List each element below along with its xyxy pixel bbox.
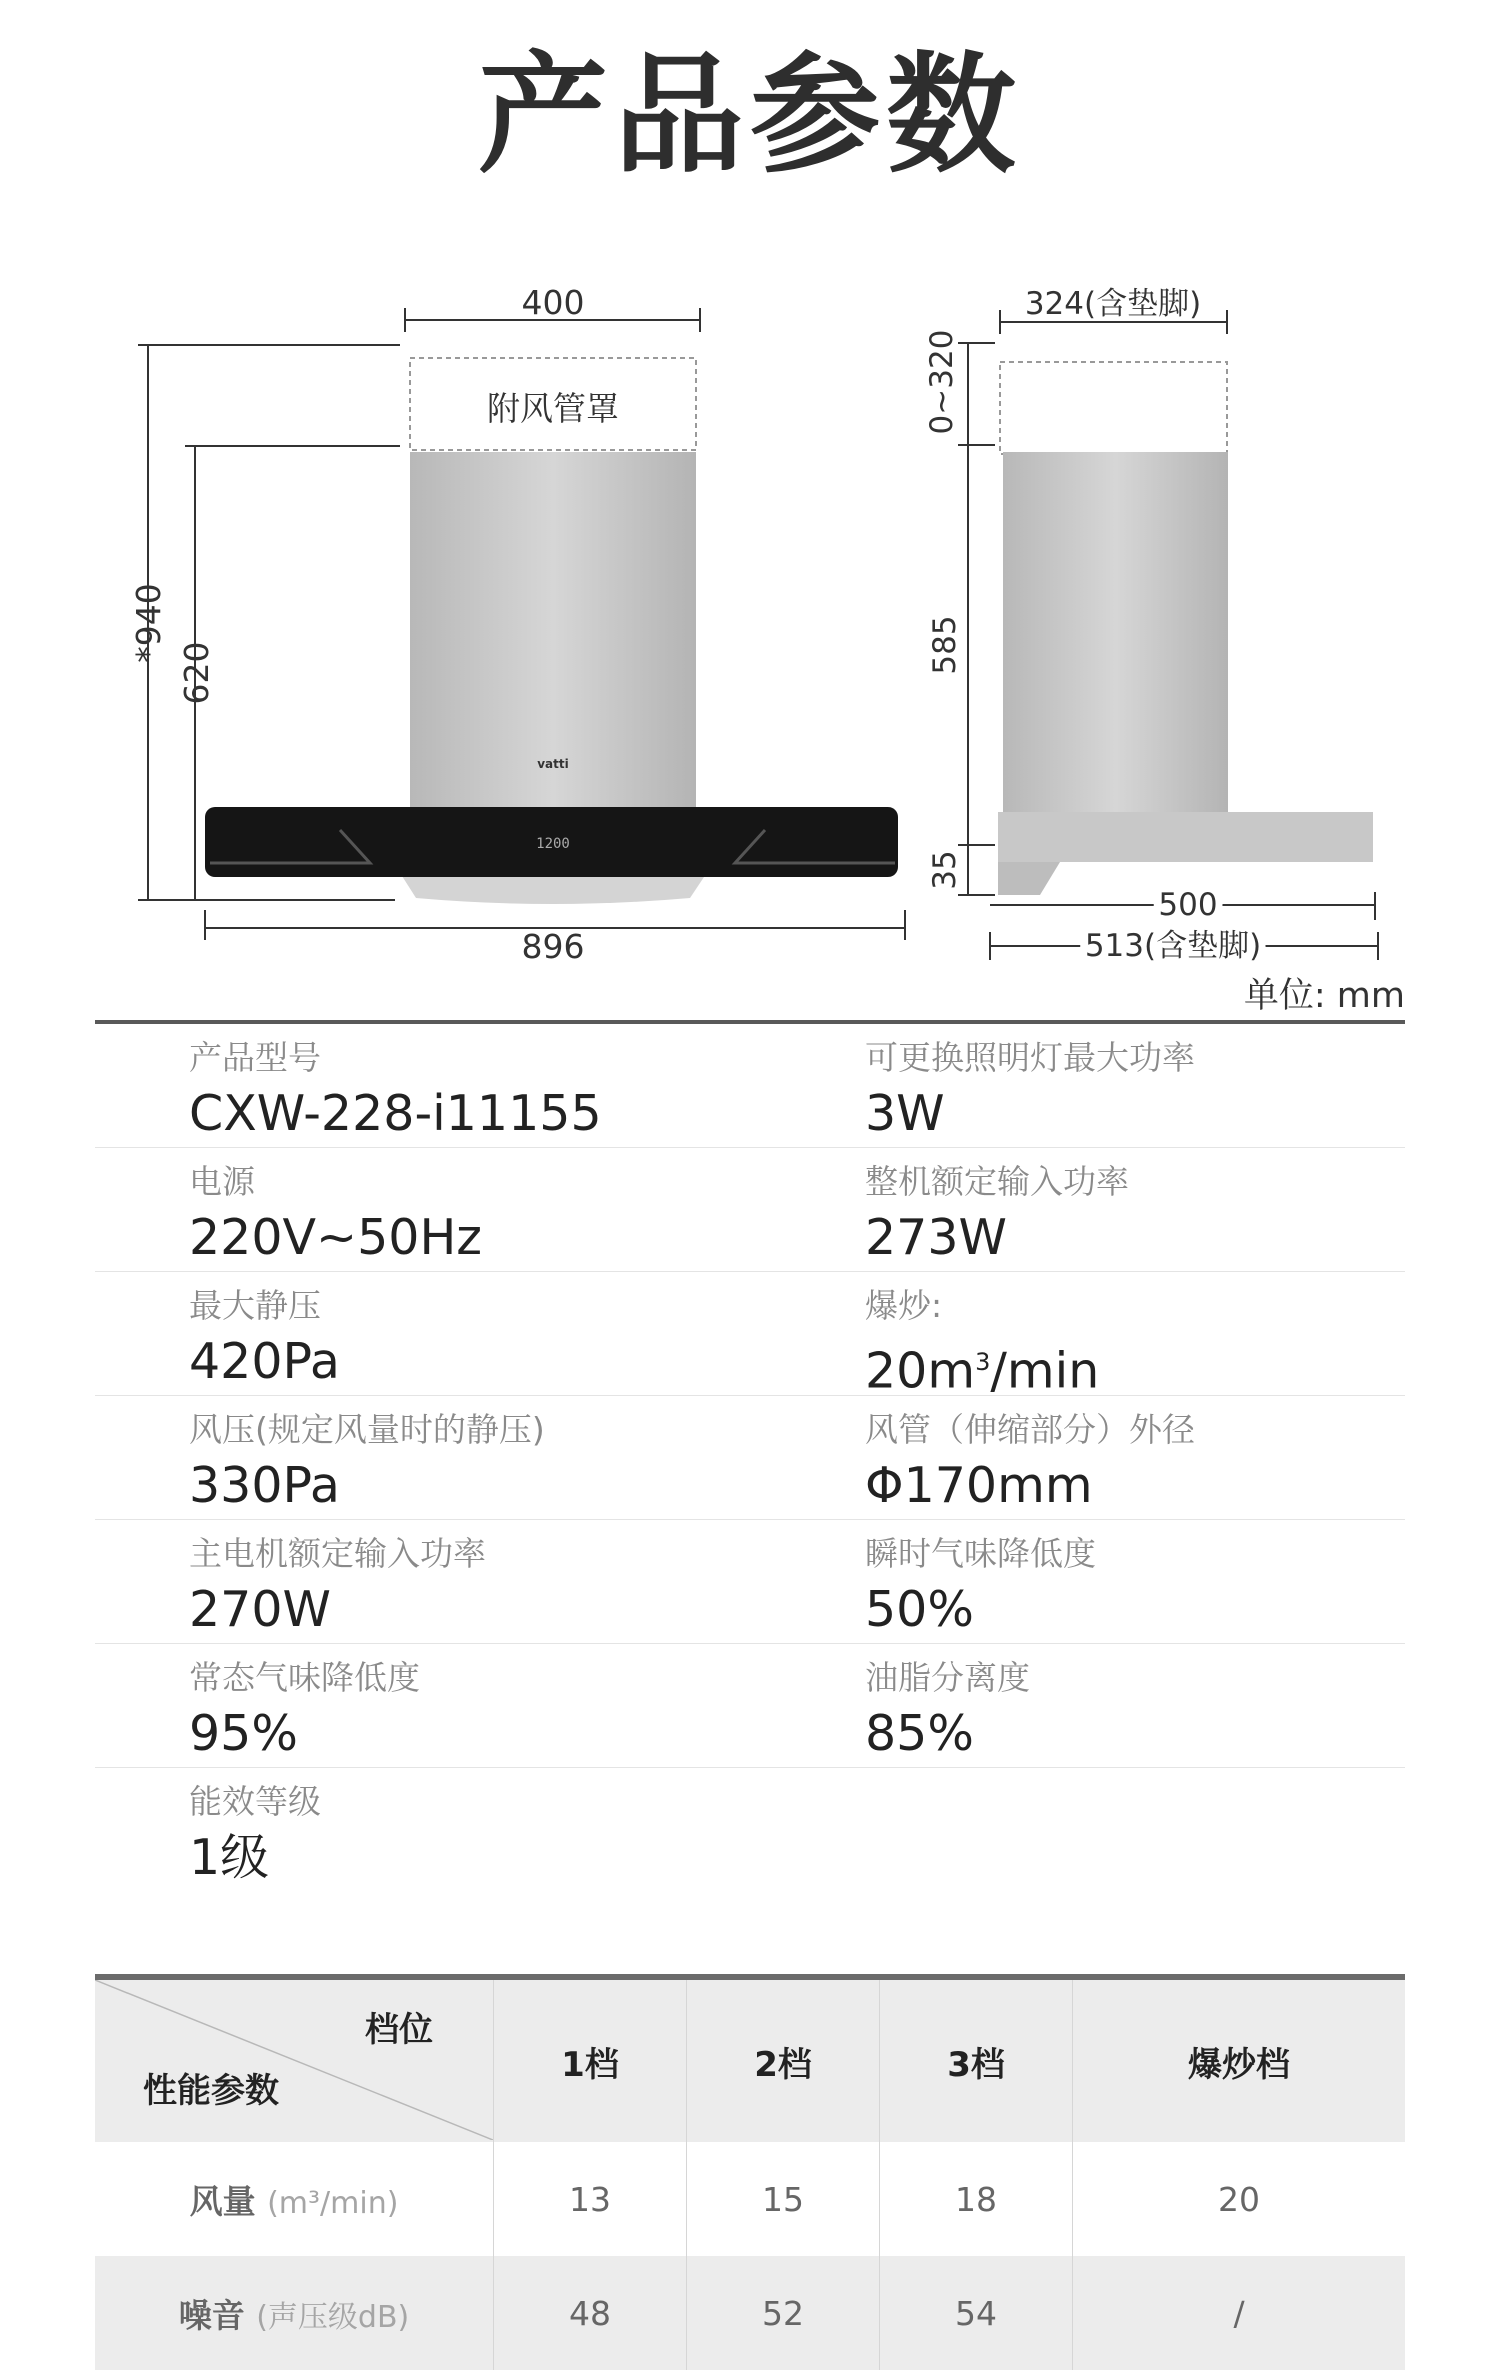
table-cell: 13 bbox=[494, 2142, 687, 2256]
table-cell: 48 bbox=[494, 2256, 687, 2370]
spec-value: 85% bbox=[865, 1705, 974, 1762]
dim-940: *940 bbox=[129, 583, 168, 663]
spec-value: 220V~50Hz bbox=[189, 1209, 483, 1266]
spec-value bbox=[865, 1332, 1099, 1401]
column-header: 1档 bbox=[494, 1980, 687, 2142]
table-cell: 20 bbox=[1218, 2179, 1261, 2219]
spec-label: 可更换照明灯最大功率 bbox=[865, 1038, 1195, 1077]
table-cell: 54 bbox=[880, 2256, 1073, 2370]
spec-label: 风管（伸缩部分）外径 bbox=[865, 1410, 1195, 1449]
row-header bbox=[95, 2256, 494, 2370]
brand-logo: vatti bbox=[537, 757, 569, 771]
dim-35: 35 bbox=[927, 850, 963, 890]
spec-label: 电源 bbox=[189, 1162, 255, 1201]
table-corner-header bbox=[95, 1980, 494, 2142]
spec-item-max-static-pressure bbox=[189, 1286, 340, 1392]
spec-item-energy-grade bbox=[189, 1782, 321, 1888]
table-header-row bbox=[95, 1980, 1405, 2142]
spec-value: Φ170mm bbox=[865, 1457, 1093, 1514]
spec-label: 产品型号 bbox=[189, 1038, 321, 1077]
table-row bbox=[95, 2256, 1405, 2370]
dimension-drawings bbox=[0, 270, 1500, 970]
spec-value: 50% bbox=[865, 1581, 974, 1638]
column-header: 爆炒档 bbox=[1073, 1980, 1405, 2142]
spec-row bbox=[95, 1396, 1405, 1520]
page-title: 产品参数 bbox=[477, 39, 1022, 191]
spec-value-sup: 3 bbox=[975, 1348, 991, 1376]
corner-gear-label: 档位 bbox=[365, 2010, 433, 2050]
row-label: 风量 bbox=[189, 2181, 256, 2221]
row-header bbox=[95, 2142, 494, 2256]
dim-400: 400 bbox=[521, 283, 585, 322]
spec-value-main: 20m bbox=[865, 1342, 976, 1400]
spec-label: 风压(规定风量时的静压) bbox=[189, 1410, 545, 1449]
dim-513: 513(含垫脚) bbox=[1084, 928, 1262, 964]
spec-item-normal-odor-reduction bbox=[189, 1658, 420, 1764]
unit-label: 单位: mm bbox=[1243, 976, 1405, 1016]
dim-324: 324(含垫脚) bbox=[1024, 286, 1202, 322]
spec-item-grease-separation bbox=[865, 1658, 1030, 1764]
dim-500: 500 bbox=[1158, 887, 1218, 923]
column-header: 3档 bbox=[880, 1980, 1073, 2142]
spec-value: 270W bbox=[189, 1581, 331, 1638]
spec-item-motor-power bbox=[189, 1534, 486, 1640]
display-time: 1200 bbox=[536, 836, 570, 852]
corner-diagonal bbox=[95, 1980, 493, 2140]
spec-value: 95% bbox=[189, 1705, 298, 1762]
corner-metric-label: 性能参数 bbox=[143, 2071, 279, 2111]
spec-row bbox=[95, 1024, 1405, 1148]
row-label: 噪音 bbox=[178, 2295, 245, 2335]
table-cell: 18 bbox=[880, 2142, 1073, 2256]
spec-value: 330Pa bbox=[189, 1457, 340, 1514]
spec-label: 主电机额定输入功率 bbox=[189, 1534, 486, 1573]
spec-item-lamp-power bbox=[865, 1038, 1195, 1144]
spec-row bbox=[95, 1272, 1405, 1400]
spec-value: 420Pa bbox=[189, 1333, 340, 1390]
table-cell: 15 bbox=[687, 2142, 880, 2256]
row-unit: (声压级dB) bbox=[256, 2299, 410, 2335]
spec-value: 3W bbox=[865, 1085, 945, 1142]
spec-row bbox=[95, 1520, 1405, 1644]
spec-row bbox=[95, 1148, 1405, 1272]
spec-value: 1级 bbox=[189, 1829, 270, 1886]
dim-0-320: 0~320 bbox=[924, 329, 960, 435]
table-cell: / bbox=[1073, 2256, 1405, 2370]
spec-label: 爆炒: bbox=[865, 1286, 943, 1325]
column-header: 2档 bbox=[687, 1980, 880, 2142]
performance-table bbox=[95, 1974, 1405, 2370]
spec-item-stir-fry bbox=[865, 1286, 1099, 1401]
spec-value: 273W bbox=[865, 1209, 1007, 1266]
spec-item-rated-power bbox=[865, 1162, 1129, 1268]
spec-item-instant-odor-reduction bbox=[865, 1534, 1096, 1640]
spec-label: 常态气味降低度 bbox=[189, 1658, 420, 1697]
dim-620: 620 bbox=[177, 641, 216, 705]
spec-row bbox=[95, 1768, 1405, 1891]
spec-item-power-supply bbox=[189, 1162, 482, 1268]
spec-label: 最大静压 bbox=[189, 1286, 321, 1325]
row-unit: (m³/min) bbox=[267, 2185, 399, 2221]
spec-label: 能效等级 bbox=[189, 1782, 321, 1821]
table-cell: 52 bbox=[687, 2256, 880, 2370]
spec-label: 整机额定输入功率 bbox=[865, 1162, 1129, 1201]
spec-row bbox=[95, 1644, 1405, 1768]
dim-585: 585 bbox=[927, 615, 963, 675]
dim-896: 896 bbox=[521, 927, 585, 966]
table-row bbox=[95, 2142, 1405, 2256]
spec-value-tail: /min bbox=[990, 1342, 1100, 1400]
spec-item-air-pressure bbox=[189, 1410, 545, 1516]
spec-label: 油脂分离度 bbox=[865, 1658, 1030, 1697]
spec-item-model bbox=[189, 1038, 602, 1144]
spec-item-duct-diameter bbox=[865, 1410, 1195, 1516]
spec-value: CXW-228-i11155 bbox=[189, 1085, 602, 1142]
spec-label: 瞬时气味降低度 bbox=[865, 1534, 1096, 1573]
side-hood bbox=[998, 452, 1373, 895]
spec-grid bbox=[95, 1024, 1405, 1891]
duct-cover-label: 附风管罩 bbox=[487, 389, 619, 428]
